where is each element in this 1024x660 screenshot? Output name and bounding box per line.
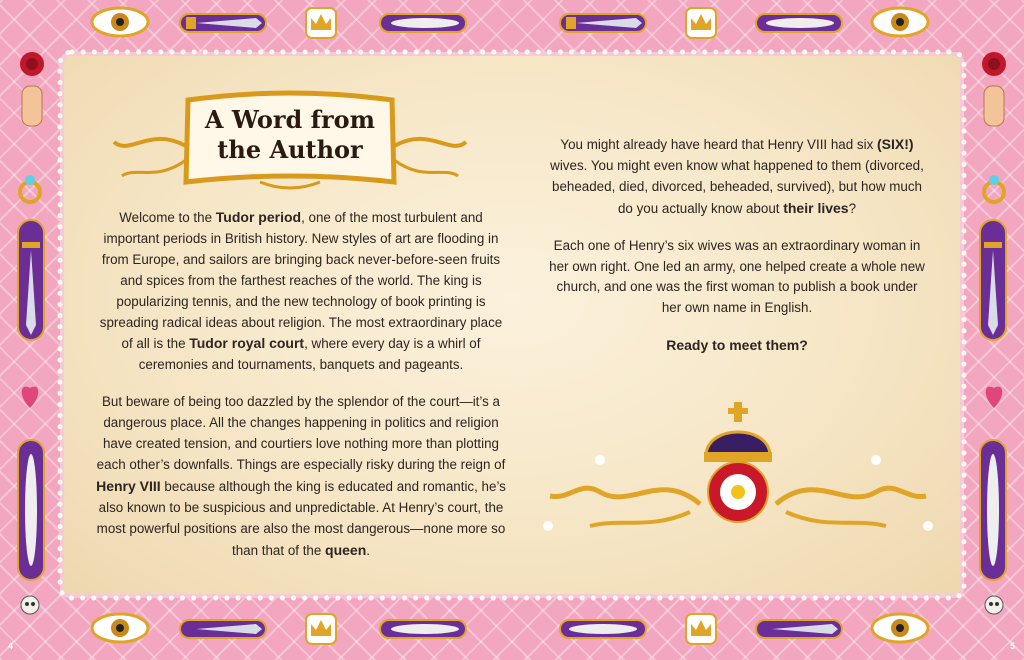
top-border-band [0, 0, 1024, 48]
skull-icon [985, 596, 1003, 614]
feather-icon [756, 14, 842, 32]
page-number-right: 5 [1010, 641, 1016, 651]
ring-icon [20, 175, 40, 202]
crown-icon [306, 8, 336, 38]
left-text-column [96, 207, 506, 578]
eye-icon [872, 8, 928, 36]
eye-icon [92, 8, 148, 36]
feather-icon [980, 440, 1006, 580]
title-line-2: the Author [217, 135, 363, 164]
dagger-icon [180, 620, 266, 638]
scroll-flourish-left [543, 455, 700, 531]
extraordinary-women-paragraph: Each one of Henry’s six wives was an extraordinary woman in her own right. One led an army, one helped create a whole new church, and one was the first woman to publish a book under her own name in English. [549, 237, 925, 316]
six-wives-paragraph: You might already have heard that Henry VIII had six (SIX!) wives. You might even know what happened to them (divorced, beheaded, died, divorced, beheaded, survived), but how much do you actually know about their lives? [550, 136, 924, 216]
crown-icon [686, 8, 716, 38]
dagger-icon [180, 14, 266, 32]
intro-paragraph: Welcome to the Tudor period, one of the most turbulent and important periods in British history. New styles of art are flooding in from Europe, and sailors are bringing back never-before-seen fruits and spices from the farthest reaches of the world. The king is popularizing tennis, and the new technology of book printing is spreading radical ideas about religion. The most extraordinary place of all is the Tudor royal court, where every day is a whirl of ceremonies and tournaments, banquets and pageants. [99, 209, 503, 373]
dagger-icon [756, 620, 842, 638]
dagger-icon [980, 220, 1006, 340]
bottom-border-band [0, 602, 1024, 650]
keyword-tudor-period: Tudor period [215, 209, 302, 225]
page-title [190, 105, 390, 165]
hand-icon [984, 86, 1004, 126]
page-number-left: 4 [8, 641, 14, 651]
keyword-queen: queen [325, 541, 367, 558]
keyword-their-lives: their lives [783, 199, 849, 216]
right-text-column [546, 134, 928, 372]
right-border-column [966, 30, 1024, 630]
left-border-column [0, 30, 58, 630]
heart-icon [986, 387, 1003, 408]
feather-icon [380, 14, 466, 32]
crown-icon [704, 402, 772, 462]
tudor-rose-icon [708, 462, 768, 522]
eye-icon [92, 614, 148, 642]
court-danger-paragraph: But beware of being too dazzled by the splendor of the court—it’s a dangerous place. All the changes happening in politics and religion have created tension, and courtiers love nothing more than plotting each other’s downfalls. Things are especially risky during the reign of Henry VIII because although the king is educated and romantic, he’s also known to be suspicious and unpredictable. At Henry’s court, the most powerful positions are also the most dangerous—none more so than that of the queen. [96, 394, 506, 558]
feather-icon [560, 620, 646, 638]
call-to-action: Ready to meet them? [666, 337, 808, 354]
rose-icon [20, 52, 44, 76]
keyword-tudor-royal-court: Tudor royal court [189, 335, 305, 352]
crown-rose-ornament [540, 400, 936, 540]
title-line-1: A Word from [204, 105, 376, 134]
crown-icon [686, 614, 716, 644]
scroll-flourish-right [776, 455, 933, 531]
feather-icon [18, 440, 44, 580]
keyword-six: (SIX!) [877, 136, 914, 152]
hand-icon [22, 86, 42, 126]
heart-icon [22, 387, 39, 408]
ring-icon [984, 175, 1004, 202]
feather-icon [380, 620, 466, 638]
rose-icon [982, 52, 1006, 76]
dagger-icon [18, 220, 44, 340]
keyword-henry-viii: Henry VIII [96, 477, 161, 494]
dagger-icon [560, 14, 646, 32]
eye-icon [872, 614, 928, 642]
crown-icon [306, 614, 336, 644]
skull-icon [21, 596, 39, 614]
